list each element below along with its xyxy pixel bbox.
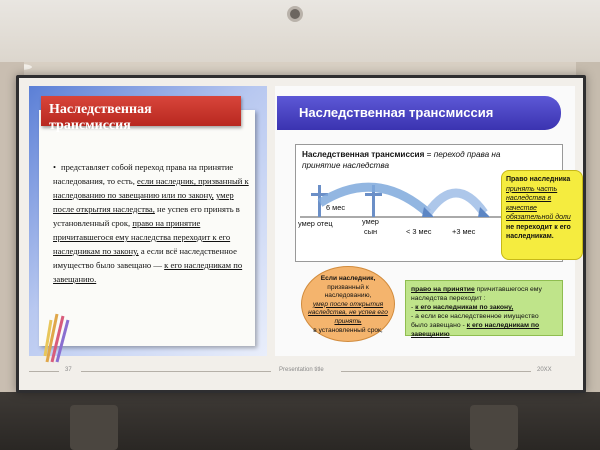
label-father-died: умер отец	[298, 219, 333, 228]
footer-title: Presentation title	[279, 367, 324, 373]
footer-divider	[29, 371, 59, 372]
label-six-months: 6 мес	[326, 203, 346, 212]
label-plus-3-months: +3 мес	[452, 227, 476, 236]
right-slide-title: Наследственная трансмиссия	[277, 96, 561, 130]
left-slide-body: • представляет собой переход права на принятие наследования, то есть, если наследник, призванный к наследованию по завещанию или по закону, умер после открытия наследства, не успев его принять в установленный срок, право на принятие причитавшегося ему наследства переходит к его наследникам по закону, а если всё наследственное имущество было завещано — к его наследникам по завещанию.	[53, 162, 249, 284]
underlined-text: к его наследникам по завещанию.	[53, 260, 243, 284]
footer-divider	[341, 371, 531, 372]
underlined-text: умер после открытия наследства,	[53, 190, 234, 214]
ceiling-camera	[287, 6, 303, 22]
underlined-text: право на принятие причитавшегося ему наследства переходит к его наследникам по закону,	[53, 218, 231, 256]
arc-arrow-2	[428, 193, 484, 213]
left-slide-title: Наследственная трансмиссия	[41, 96, 241, 126]
chair	[70, 405, 118, 450]
label-less-3-months: < 3 мес	[406, 227, 432, 236]
projection-screen	[16, 75, 586, 393]
right-slide-panel	[275, 86, 575, 356]
label-son-died-2: сын	[364, 227, 378, 236]
footer-page-number: 37	[65, 367, 72, 373]
left-slide-card	[39, 110, 255, 346]
underlined-text: если наследник, призванный к наследованию по завещанию или по закону,	[53, 176, 249, 200]
label-son-died-1: умер	[362, 217, 379, 226]
presentation-slide	[29, 86, 575, 356]
bullet-icon: •	[53, 162, 57, 172]
diagram-heading: Наследственная трансмиссия = переход права на принятие наследства	[302, 150, 501, 170]
left-slide-panel	[29, 86, 267, 356]
slide-footer	[29, 364, 575, 384]
yellow-note: Право наследника принять часть наследства в качестве обязательной доли не переходит к его наследникам.	[501, 170, 583, 260]
pencils-icon	[43, 312, 71, 364]
footer-year: 20XX	[537, 367, 552, 373]
orange-oval-note: Если наследник, призванный к наследованию, умер после открытия наследства, не успев его принять в установленный срок,	[301, 266, 395, 342]
footer-divider	[81, 371, 271, 372]
green-note: право на принятие причитавшегося ему наследства переходит : - к его наследникам по закону, - а если все наследственное имущество было завещано - к его наследникам по завещанию	[405, 280, 563, 336]
chair	[470, 405, 518, 450]
